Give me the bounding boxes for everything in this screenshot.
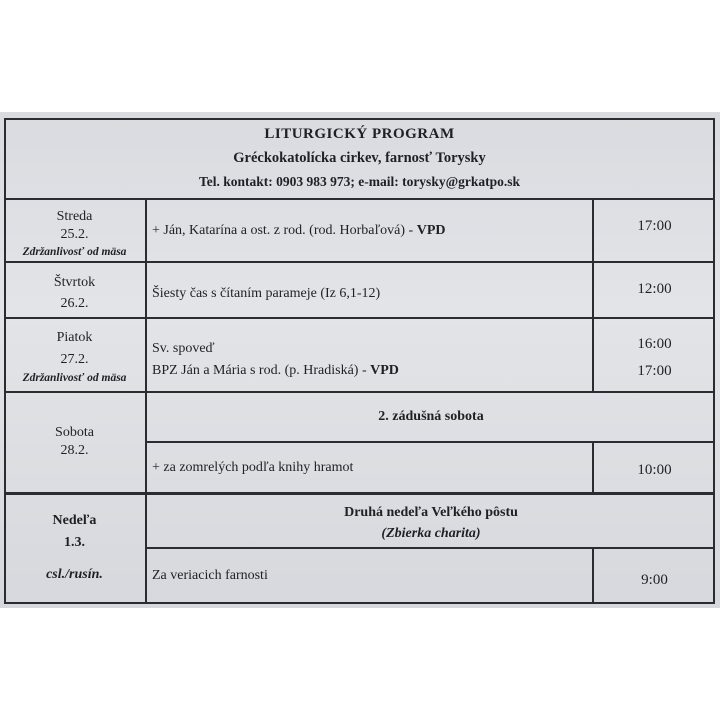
row-date: 27.2. xyxy=(60,352,89,367)
divider xyxy=(4,317,715,319)
parish-name: Gréckokatolícka cirkev, farnosť Torysky xyxy=(233,150,486,166)
event-time: 9:00 xyxy=(641,572,668,588)
page-title: LITURGICKÝ PROGRAM xyxy=(264,126,455,142)
row-date: 26.2. xyxy=(60,296,89,311)
divider xyxy=(4,261,715,263)
event-tag: VPD xyxy=(416,223,446,238)
day-subheading: (Zbierka charita) xyxy=(381,526,481,541)
row-date: 1.3. xyxy=(64,535,85,550)
day-heading: Druhá nedeľa Veľkého pôstu xyxy=(344,505,518,520)
event-tag: VPD xyxy=(370,363,399,378)
row-note: Zdržanlivosť od mäsa xyxy=(22,372,127,384)
event-text: + za zomrelých podľa knihy hramot xyxy=(152,460,354,475)
row-note: Zdržanlivosť od mäsa xyxy=(22,246,127,258)
divider xyxy=(145,441,715,443)
event-text: Sv. spoveď xyxy=(152,341,215,356)
row-day: Piatok xyxy=(56,330,93,345)
row-day: Streda xyxy=(56,209,93,224)
divider xyxy=(145,547,715,549)
divider xyxy=(4,492,715,495)
row-day: Nedeľa xyxy=(52,513,97,528)
event-time: 10:00 xyxy=(637,462,672,478)
divider xyxy=(4,198,715,200)
event-text: BPZ Ján a Mária s rod. (p. Hradiská) - VPD xyxy=(152,363,399,378)
row-date: 28.2. xyxy=(60,443,89,458)
event-text: Šiesty čas s čítaním parameje (Iz 6,1-12) xyxy=(152,286,381,301)
contact-info: Tel. kontakt: 0903 983 973; e-mail: torysky@grkatpo.sk xyxy=(198,174,521,189)
event-time: 17:00 xyxy=(637,363,672,379)
row-day: Štvrtok xyxy=(53,275,96,290)
event-time: 12:00 xyxy=(637,281,672,297)
event-time: 17:00 xyxy=(637,218,672,234)
day-heading: 2. zádušná sobota xyxy=(378,409,484,424)
row-note: csl./rusín. xyxy=(46,567,103,582)
row-date: 25.2. xyxy=(60,227,89,242)
row-day: Sobota xyxy=(55,425,94,440)
event-text: Za veriacich farnosti xyxy=(152,568,268,583)
divider xyxy=(145,199,147,604)
divider xyxy=(4,391,715,393)
event-time: 16:00 xyxy=(637,336,672,352)
event-text: + Ján, Katarína a ost. z rod. (rod. Horbaľová) - VPD xyxy=(152,223,446,238)
